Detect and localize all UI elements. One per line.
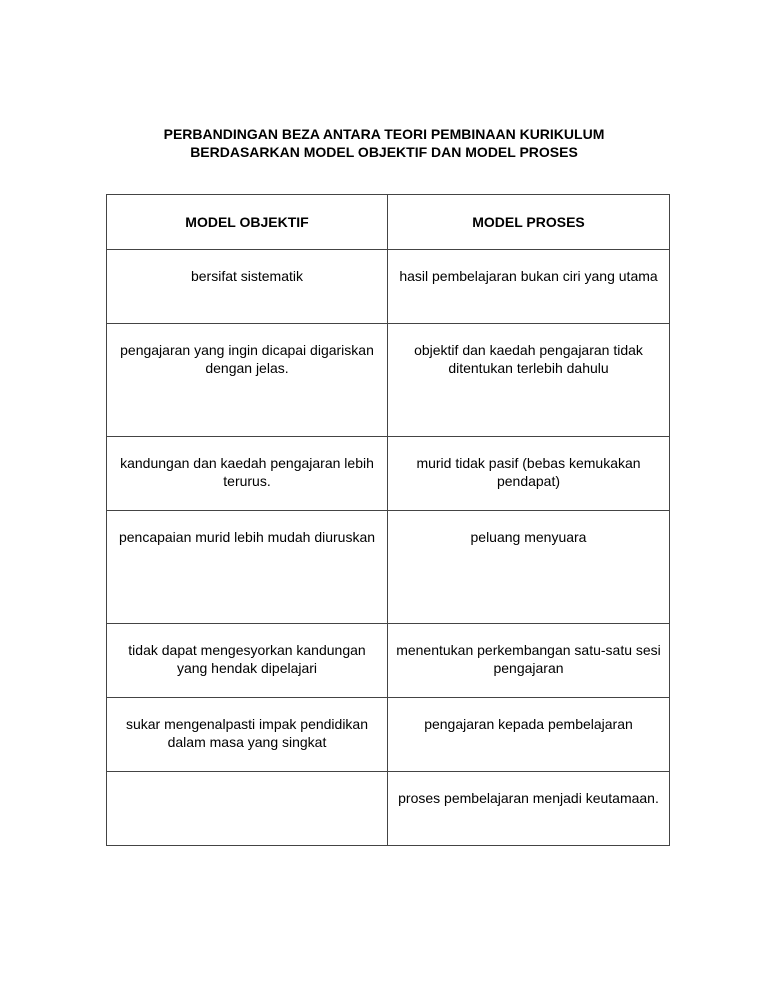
cell-objektif: pengajaran yang ingin dicapai digariskan dengan jelas. (107, 324, 388, 437)
cell-objektif: bersifat sistematik (107, 250, 388, 324)
table-row (107, 324, 670, 437)
cell-objektif-empty (107, 772, 388, 846)
cell-proses: pengajaran kepada pembelajaran (388, 698, 670, 772)
cell-proses: murid tidak pasif (bebas kemukakan pendapat) (388, 437, 670, 511)
title-line-2: BERDASARKAN MODEL OBJEKTIF DAN MODEL PROSES (190, 144, 578, 160)
header-model-proses: MODEL PROSES (388, 195, 670, 250)
cell-proses: peluang menyuara (388, 511, 670, 624)
cell-proses: proses pembelajaran menjadi keutamaan. (388, 772, 670, 846)
cell-objektif: tidak dapat mengesyorkan kandungan yang hendak dipelajari (107, 624, 388, 698)
table-row (107, 698, 670, 772)
table-row (107, 624, 670, 698)
table-row (107, 250, 670, 324)
title-line-1: PERBANDINGAN BEZA ANTARA TEORI PEMBINAAN KURIKULUM (163, 126, 605, 142)
cell-proses: objektif dan kaedah pengajaran tidak ditentukan terlebih dahulu (388, 324, 670, 437)
cell-proses: hasil pembelajaran bukan ciri yang utama (388, 250, 670, 324)
table-row (107, 437, 670, 511)
table-header-row (107, 195, 670, 250)
cell-objektif: kandungan dan kaedah pengajaran lebih terurus. (107, 437, 388, 511)
document-title (0, 125, 768, 161)
cell-objektif: sukar mengenalpasti impak pendidikan dalam masa yang singkat (107, 698, 388, 772)
table-row (107, 511, 670, 624)
cell-proses: menentukan perkembangan satu-satu sesi pengajaran (388, 624, 670, 698)
table-row (107, 772, 670, 846)
comparison-table (106, 194, 670, 846)
cell-objektif: pencapaian murid lebih mudah diuruskan (107, 511, 388, 624)
header-model-objektif: MODEL OBJEKTIF (107, 195, 388, 250)
